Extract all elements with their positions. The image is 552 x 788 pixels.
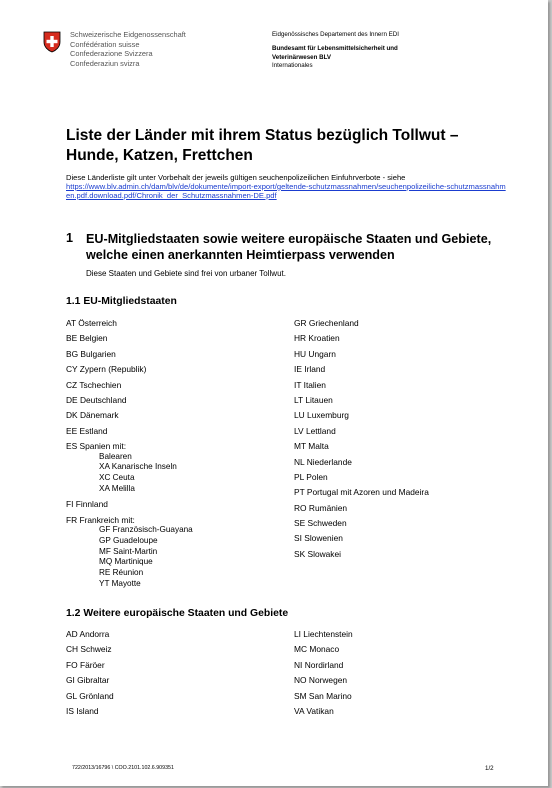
territory-item: XC Ceuta: [99, 472, 135, 482]
territory-item: XA Melilla: [99, 483, 135, 493]
other-countries-left-column: [66, 627, 114, 719]
territory-list: [66, 452, 193, 495]
section-1-1-heading: 1.1 EU-Mitgliedstaaten: [66, 296, 177, 307]
federation-names: [70, 30, 186, 68]
federation-name-it: Confederazione Svizzera: [70, 49, 153, 59]
office-name-line1: Bundesamt für Lebensmittelsicherheit und: [272, 45, 398, 53]
department-block: [272, 31, 399, 71]
territory-item: RE Réunion: [99, 567, 144, 577]
country-item: AD Andorra: [66, 629, 110, 639]
country-item: FR Frankreich mit:: [66, 514, 135, 525]
country-item: GI Gibraltar: [66, 675, 110, 686]
department-name: Eidgenössisches Departement des Innern EDI: [272, 31, 399, 38]
country-item: ES Spanien mit:: [66, 441, 127, 452]
country-item: LV Lettland: [294, 425, 336, 436]
territory-item: XA Kanarische Inseln: [99, 462, 177, 472]
territory-item: Balearen: [99, 451, 132, 461]
country-item: BG Bulgarien: [66, 348, 116, 359]
country-item: SI Slowenien: [294, 533, 343, 544]
territory-list: [66, 525, 193, 589]
territory-item: MF Saint-Martin: [99, 546, 158, 556]
country-item: GL Grönland: [66, 690, 114, 701]
country-item: LT Litauen: [294, 394, 333, 405]
country-item: DE Deutschland: [66, 394, 127, 405]
country-item: GR Griechenland: [294, 318, 359, 328]
document-reference: 722/2013/16796 \ COO.2101.102.6.909351: [72, 765, 174, 771]
country-item: LU Luxemburg: [294, 410, 349, 421]
territory-item: MQ Martinique: [99, 557, 153, 567]
country-item: PT Portugal mit Azoren und Madeira: [294, 487, 429, 498]
country-item: NI Nordirland: [294, 659, 344, 670]
country-item: CY Zypern (Republik): [66, 364, 147, 375]
country-item: IT Italien: [294, 379, 326, 390]
federation-name-de: Schweizerische Eidgenossenschaft: [70, 30, 186, 39]
country-item: CZ Tschechien: [66, 379, 122, 390]
country-item: SM San Marino: [294, 690, 352, 701]
section-1-subtitle: Diese Staaten und Gebiete sind frei von urbaner Tollwut.: [86, 269, 286, 278]
country-item: CH Schweiz: [66, 644, 112, 655]
section-1-number: 1: [66, 231, 74, 245]
country-item: NO Norwegen: [294, 675, 348, 686]
country-item: VA Vatikan: [294, 705, 334, 716]
country-item: NL Niederlande: [294, 456, 352, 467]
country-item: PL Polen: [294, 471, 328, 482]
intro-text: Diese Länderliste gilt unter Vorbehalt der jeweils gültigen seuchenpolizeilichen Einfuhrverbote - siehe: [66, 173, 406, 182]
country-item: AT Österreich: [66, 318, 117, 328]
country-item: MC Monaco: [294, 644, 340, 655]
unit-name: Internationales: [272, 62, 313, 70]
eu-countries-left-column: [66, 316, 193, 592]
country-item: DK Dänemark: [66, 410, 119, 421]
country-item: MT Malta: [294, 441, 329, 452]
territory-item: YT Mayotte: [99, 578, 141, 588]
country-item: RO Rumänien: [294, 502, 348, 513]
section-1-2-heading: 1.2 Weitere europäische Staaten und Gebiete: [66, 608, 289, 619]
intro-link[interactable]: https://www.blv.admin.ch/dam/blv/de/dokumente/import-export/geltende-schutzmassnahmen/seuchenpolizeiliche-schutzmassnahmen.pdf.download.pdf/Chronik_der_Schutzmassnahmen-DE.pdf: [66, 181, 506, 200]
country-item: SE Schweden: [294, 518, 347, 529]
other-countries-right-column: [294, 627, 353, 719]
territory-item: GP Guadeloupe: [99, 535, 158, 545]
intro-paragraph: [66, 174, 506, 200]
swiss-coat-of-arms-icon: [43, 31, 61, 53]
page-number: 1/2: [485, 765, 494, 772]
office-name-line2: Veterinärwesen BLV: [272, 53, 332, 61]
country-item: EE Estland: [66, 425, 108, 436]
country-item: LI Liechtenstein: [294, 629, 353, 639]
country-item: IS Island: [66, 705, 99, 716]
country-item: HU Ungarn: [294, 348, 336, 359]
country-item: FI Finnland: [66, 499, 108, 510]
section-1-heading: EU-Mitgliedstaaten sowie weitere europäische Staaten und Gebiete, welche einen anerkannten Heimtierpass verwenden: [86, 232, 492, 262]
federation-name-rm: Confederaziun svizra: [70, 58, 140, 68]
country-item: FO Färöer: [66, 659, 105, 670]
country-item: IE Irland: [294, 364, 326, 375]
eu-countries-right-column: [294, 316, 429, 562]
federation-name-fr: Confédération suisse: [70, 39, 140, 49]
country-item: SK Slowakei: [294, 548, 342, 559]
territory-item: GF Französisch-Guayana: [99, 525, 193, 535]
country-item: HR Kroatien: [294, 333, 340, 344]
country-item: BE Belgien: [66, 333, 108, 344]
document-title: Liste der Länder mit ihrem Status bezüglich Tollwut – Hunde, Katzen, Frettchen: [66, 127, 459, 164]
